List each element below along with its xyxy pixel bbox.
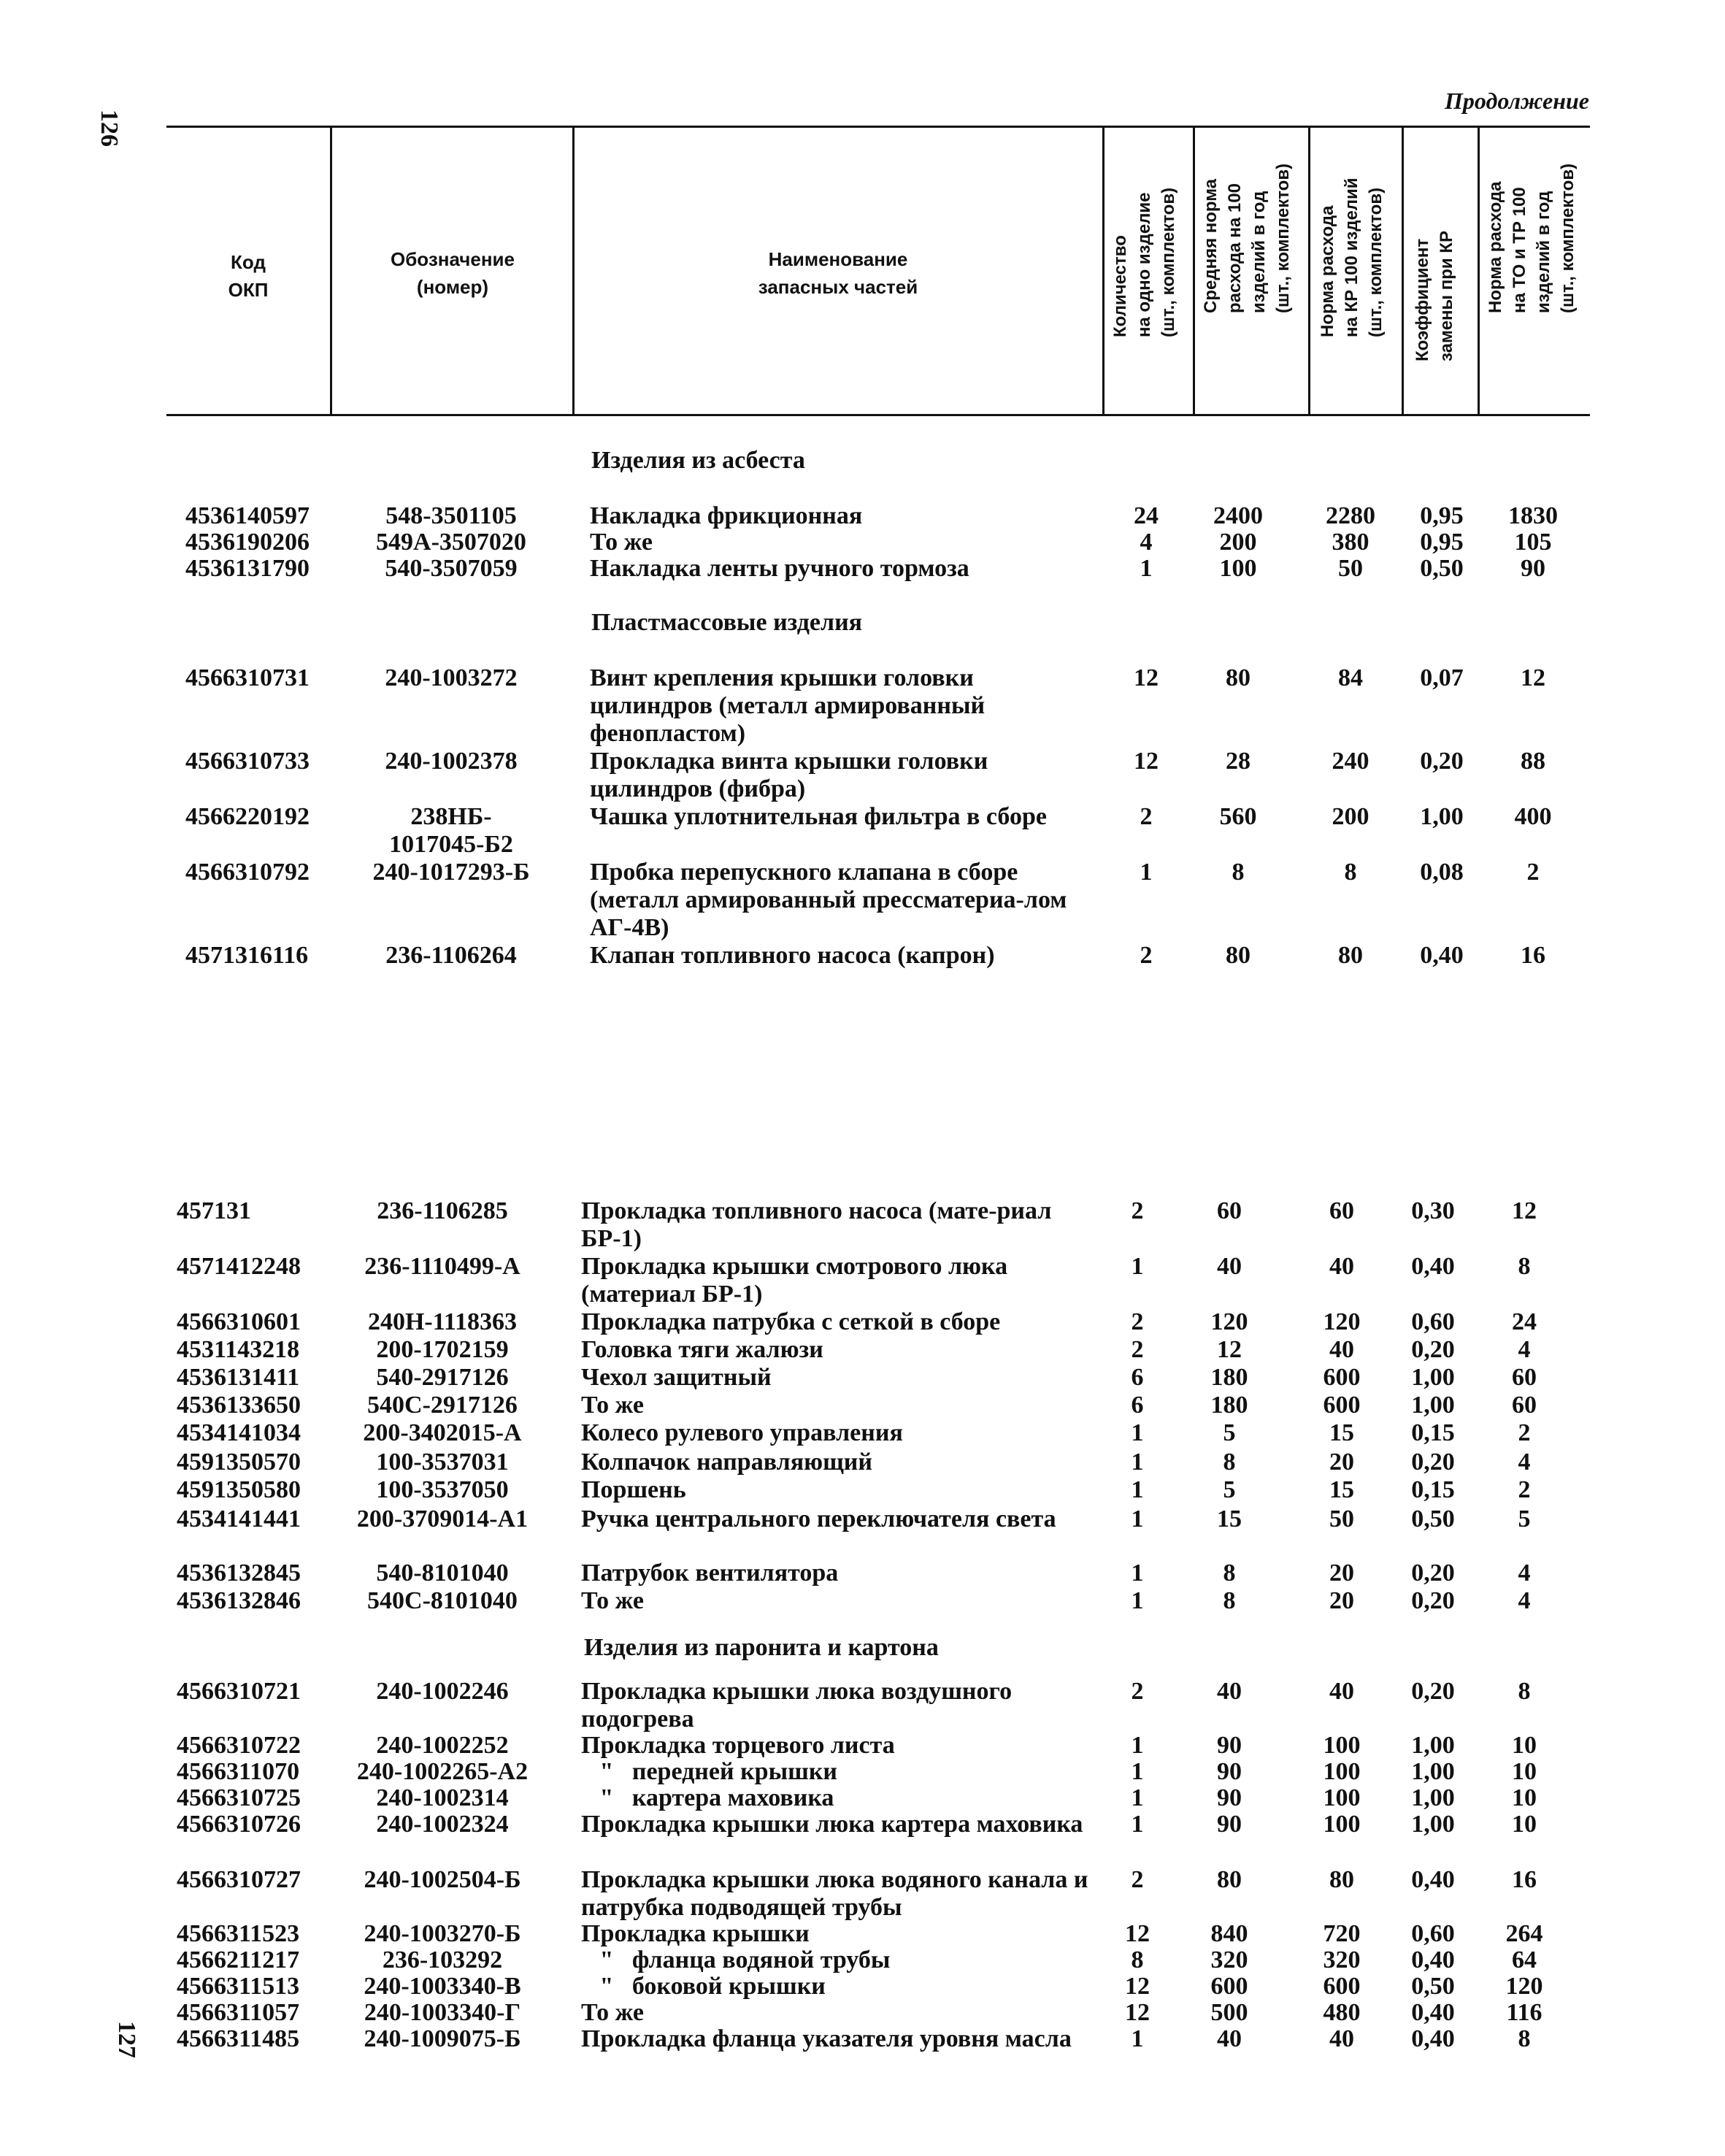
okp-code: 4591350570 [177,1449,301,1476]
qty-per-unit: 8 [1131,1946,1144,1973]
qty-per-unit: 1 [1131,1476,1144,1503]
okp-code: 4566311513 [177,1973,300,2000]
qty-per-unit: 2 [1131,1197,1144,1224]
avg-norm: 90 [1217,1732,1242,1759]
replacement-coef: 0,07 [1420,664,1464,691]
part-name: Винт крепления крышки головки цилиндров (металл армированный фенопластом) [590,664,991,747]
qty-per-unit: 6 [1131,1364,1144,1391]
page-number-top: 126 [96,110,123,147]
qty-per-unit: 4 [1140,529,1153,556]
part-name: Чехол защитный [581,1364,772,1391]
part-name: То же [581,1392,644,1419]
replacement-coef: 0,40 [1411,2025,1455,2052]
part-name: Накладка фрикционная [590,502,863,529]
avg-norm: 90 [1217,1758,1242,1785]
kr-norm: 380 [1332,529,1369,556]
qty-per-unit: 2 [1131,1866,1144,1893]
to-norm: 10 [1512,1732,1537,1759]
part-name: " боковой крышки [581,1973,826,2000]
designation: 548-3501105 [385,502,517,529]
part-name: Прокладка торцевого листа [581,1732,895,1759]
avg-norm: 2400 [1213,502,1263,529]
kr-norm: 20 [1329,1560,1354,1587]
designation: 240-1009075-Б [364,2025,521,2052]
continuation-label: Продолжение [1445,88,1589,114]
designation: 549А-3507020 [376,529,526,556]
part-name: " фланца водяной трубы [581,1946,891,1973]
designation: 236-1106264 [385,942,517,969]
replacement-coef: 1,00 [1411,1784,1455,1811]
page-number-bottom: 127 [113,2021,140,2058]
header-top-rule [166,126,1590,128]
replacement-coef: 1,00 [1411,1392,1455,1419]
replacement-coef: 1,00 [1411,1364,1455,1391]
designation: 240-1003272 [385,664,518,691]
part-name: " картера маховика [581,1784,834,1811]
okp-code: 4536132845 [177,1560,301,1587]
designation: 240-1003340-В [364,1973,521,2000]
qty-per-unit: 1 [1131,1419,1144,1446]
designation: 540-8101040 [376,1560,509,1587]
part-name: То же [581,1999,644,2026]
to-norm: 12 [1521,664,1545,691]
okp-code: 4566311070 [177,1758,300,1785]
replacement-coef: 0,08 [1420,859,1464,886]
to-norm: 10 [1512,1784,1537,1811]
qty-per-unit: 2 [1131,1336,1144,1363]
kr-norm: 40 [1329,1336,1354,1363]
designation: 540-3507059 [385,555,518,582]
to-norm: 5 [1518,1505,1531,1532]
okp-code: 4571316116 [185,942,309,969]
qty-per-unit: 2 [1131,1678,1144,1705]
okp-code: 4566211217 [177,1946,300,1973]
to-norm: 4 [1518,1449,1531,1476]
qty-per-unit: 1 [1131,1732,1144,1759]
avg-norm: 100 [1219,555,1257,582]
designation: 240-1002265-А2 [356,1758,529,1785]
designation: 540С-8101040 [367,1587,518,1614]
replacement-coef: 0,40 [1420,942,1464,969]
okp-code: 4566311057 [177,1999,300,2026]
replacement-coef: 0,95 [1420,529,1464,556]
qty-per-unit: 1 [1140,555,1153,582]
part-name: Патрубок вентилятора [581,1560,839,1587]
header-designation: Обозначение (номер) [391,248,515,298]
part-name: Прокладка крышки [581,1920,810,1947]
avg-norm: 500 [1210,1999,1248,2026]
to-norm: 90 [1521,555,1545,582]
avg-norm: 5 [1223,1476,1236,1503]
okp-code: 4536190206 [185,529,310,556]
header-divider [330,126,332,416]
part-name: Колесо рулевого управления [581,1419,903,1446]
okp-code: 457131 [177,1197,251,1224]
replacement-coef: 0,50 [1411,1973,1455,2000]
kr-norm: 240 [1332,748,1369,775]
designation: 100-3537031 [376,1449,509,1476]
avg-norm: 120 [1210,1308,1248,1335]
part-name: Прокладка винта крышки головки цилиндров (фибра) [590,748,994,802]
designation: 100-3537050 [376,1476,509,1503]
avg-norm: 90 [1217,1811,1242,1838]
avg-norm: 180 [1210,1392,1248,1419]
avg-norm: 8 [1232,859,1245,886]
to-norm: 2 [1526,859,1540,886]
okp-code: 4566310726 [177,1811,301,1838]
kr-norm: 2280 [1326,502,1375,529]
kr-norm: 200 [1332,803,1369,830]
header-divider [1102,126,1104,416]
replacement-coef: 0,15 [1411,1476,1455,1503]
okp-code: 4571412248 [177,1253,301,1280]
to-norm: 88 [1521,748,1545,775]
qty-per-unit: 2 [1140,942,1153,969]
to-norm: 116 [1506,1999,1542,2026]
designation: 240-1003270-Б [364,1920,521,1947]
avg-norm: 28 [1226,748,1250,775]
kr-norm: 80 [1329,1866,1354,1893]
replacement-coef: 0,20 [1411,1587,1455,1614]
okp-code: 4566310721 [177,1678,301,1705]
kr-norm: 20 [1329,1587,1354,1614]
kr-norm: 40 [1329,1253,1354,1280]
replacement-coef: 1,00 [1411,1732,1455,1759]
okp-code: 4536131411 [177,1364,300,1391]
kr-norm: 600 [1323,1973,1361,2000]
header-divider [572,126,575,416]
to-norm: 1830 [1508,502,1558,529]
okp-code: 4566310725 [177,1784,301,1811]
part-name: Поршень [581,1476,686,1503]
replacement-coef: 0,20 [1411,1336,1455,1363]
avg-norm: 180 [1210,1364,1248,1391]
avg-norm: 600 [1210,1973,1248,2000]
kr-norm: 600 [1323,1364,1361,1391]
avg-norm: 12 [1217,1336,1242,1363]
kr-norm: 120 [1323,1308,1361,1335]
replacement-coef: 0,40 [1411,1999,1455,2026]
part-name: Прокладка фланца указателя уровня масла [581,2025,1072,2052]
qty-per-unit: 1 [1131,2025,1144,2052]
avg-norm: 60 [1217,1197,1242,1224]
to-norm: 264 [1505,1920,1543,1947]
to-norm: 60 [1512,1364,1537,1391]
qty-per-unit: 12 [1125,1973,1150,2000]
designation: 200-3709014-А1 [356,1505,529,1532]
replacement-coef: 0,20 [1411,1678,1455,1705]
designation: 540-2917126 [376,1364,509,1391]
qty-per-unit: 2 [1140,803,1153,830]
kr-norm: 50 [1338,555,1363,582]
okp-code: 4536140597 [185,502,310,529]
part-name: " передней крышки [581,1758,838,1785]
okp-code: 4591350580 [177,1476,301,1503]
to-norm: 2 [1518,1476,1531,1503]
replacement-coef: 0,95 [1420,502,1464,529]
okp-code: 4531143218 [177,1336,300,1363]
part-name: То же [590,529,653,556]
to-norm: 10 [1512,1758,1537,1785]
kr-norm: 15 [1329,1476,1354,1503]
avg-norm: 5 [1223,1419,1236,1446]
avg-norm: 40 [1217,1253,1242,1280]
replacement-coef: 1,00 [1420,803,1464,830]
kr-norm: 100 [1323,1784,1361,1811]
designation: 240-1002314 [376,1784,509,1811]
to-norm: 4 [1518,1336,1531,1363]
kr-norm: 720 [1323,1920,1361,1947]
kr-norm: 50 [1329,1505,1354,1532]
avg-norm: 40 [1217,1678,1242,1705]
replacement-coef: 0,40 [1411,1866,1455,1893]
okp-code: 4566311523 [177,1920,300,1947]
to-norm: 8 [1518,1253,1531,1280]
okp-code: 4536132846 [177,1587,301,1614]
to-norm: 105 [1514,529,1552,556]
designation: 240-1002324 [376,1811,509,1838]
avg-norm: 320 [1210,1946,1248,1973]
replacement-coef: 0,20 [1411,1560,1455,1587]
qty-per-unit: 1 [1131,1758,1144,1785]
avg-norm: 90 [1217,1784,1242,1811]
designation: 240Н-1118363 [367,1308,518,1335]
okp-code: 4566310731 [185,664,310,691]
avg-norm: 840 [1210,1920,1248,1947]
kr-norm: 80 [1338,942,1363,969]
avg-norm: 40 [1217,2025,1242,2052]
to-norm: 8 [1518,2025,1531,2052]
part-name: Ручка центрального переключателя света [581,1505,1056,1532]
qty-per-unit: 1 [1131,1784,1144,1811]
header-name: Наименование запасных частей [758,248,918,298]
replacement-coef: 0,40 [1411,1253,1455,1280]
qty-per-unit: 1 [1131,1811,1144,1838]
part-name: Прокладка топливного насоса (мате-риал БР-1) [581,1197,1058,1252]
designation: 240-1002378 [385,748,518,775]
avg-norm: 80 [1226,664,1250,691]
part-name: Прокладка крышки смотрового люка (материал БР-1) [581,1253,1014,1308]
part-name: Пробка перепускного клапана в сборе (металл армированный прессматериа-лом АГ-4В) [590,859,1073,941]
qty-per-unit: 1 [1131,1505,1144,1532]
kr-norm: 320 [1323,1946,1361,1973]
avg-norm: 15 [1217,1505,1242,1532]
header-divider [1308,126,1310,416]
designation: 236-1110499-А [364,1253,520,1280]
okp-code: 4566310601 [177,1308,301,1335]
replacement-coef: 1,00 [1411,1811,1455,1838]
okp-code: 4536133650 [177,1392,301,1419]
section-heading-asbestos: Изделия из асбеста [591,447,805,474]
to-norm: 16 [1512,1866,1537,1893]
qty-per-unit: 2 [1131,1308,1144,1335]
qty-per-unit: 1 [1131,1587,1144,1614]
replacement-coef: 0,40 [1411,1946,1455,1973]
replacement-coef: 0,30 [1411,1197,1455,1224]
part-name: Прокладка крышки люка воздушного подогрева [581,1678,1018,1733]
okp-code: 4566310722 [177,1732,301,1759]
kr-norm: 40 [1329,1678,1354,1705]
header-code: Код ОКП [228,251,269,301]
designation: 238НБ- 1017045-Б2 [389,803,513,858]
replacement-coef: 0,20 [1411,1449,1455,1476]
to-norm: 60 [1512,1392,1537,1419]
qty-per-unit: 6 [1131,1392,1144,1419]
qty-per-unit: 12 [1125,1920,1150,1947]
qty-per-unit: 1 [1131,1253,1144,1280]
part-name: Прокладка крышки люка картера маховика [581,1811,1083,1838]
kr-norm: 100 [1323,1758,1361,1785]
to-norm: 4 [1518,1560,1531,1587]
designation: 200-3402015-А [363,1419,522,1446]
qty-per-unit: 12 [1134,748,1159,775]
kr-norm: 84 [1338,664,1363,691]
to-norm: 4 [1518,1587,1531,1614]
part-name: Колпачок направляющий [581,1449,872,1476]
designation: 236-1106285 [377,1197,508,1224]
okp-code: 4534141034 [177,1419,301,1446]
to-norm: 16 [1521,942,1545,969]
avg-norm: 200 [1219,529,1257,556]
designation: 240-1002504-Б [364,1866,521,1893]
to-norm: 64 [1512,1946,1537,1973]
part-name: То же [581,1587,644,1614]
header-divider [1402,126,1404,416]
section-heading-plastic: Пластмассовые изделия [591,609,863,636]
kr-norm: 15 [1329,1419,1354,1446]
to-norm: 8 [1518,1678,1531,1705]
replacement-coef: 0,60 [1411,1920,1455,1947]
kr-norm: 20 [1329,1449,1354,1476]
to-norm: 12 [1512,1197,1537,1224]
to-norm: 120 [1505,1973,1543,2000]
okp-code: 4536131790 [185,555,310,582]
qty-per-unit: 24 [1134,502,1159,529]
designation: 200-1702159 [376,1336,509,1363]
designation: 240-1002246 [376,1678,509,1705]
qty-per-unit: 1 [1140,859,1153,886]
header-divider [1478,126,1480,416]
replacement-coef: 0,60 [1411,1308,1455,1335]
to-norm: 400 [1514,803,1552,830]
part-name: Прокладка крышки люка водяного канала и патрубка подводящей трубы [581,1866,1094,1921]
avg-norm: 80 [1217,1866,1242,1893]
okp-code: 4566310727 [177,1866,301,1893]
kr-norm: 40 [1329,2025,1354,2052]
replacement-coef: 1,00 [1411,1758,1455,1785]
part-name: Клапан топливного насоса (капрон) [590,942,995,969]
part-name: Прокладка патрубка с сеткой в сборе [581,1308,1001,1335]
kr-norm: 600 [1323,1392,1361,1419]
to-norm: 24 [1512,1308,1537,1335]
avg-norm: 560 [1219,803,1257,830]
designation: 240-1017293-Б [372,859,530,886]
designation: 240-1003340-Г [364,1999,521,2026]
qty-per-unit: 1 [1131,1560,1144,1587]
kr-norm: 100 [1323,1732,1361,1759]
replacement-coef: 0,50 [1411,1505,1455,1532]
section-heading-paronite: Изделия из паронита и картона [584,1634,939,1661]
okp-code: 4566311485 [177,2025,300,2052]
to-norm: 10 [1512,1811,1537,1838]
kr-norm: 8 [1344,859,1357,886]
part-name: Головка тяги жалюзи [581,1336,823,1363]
qty-per-unit: 12 [1125,1999,1150,2026]
header-divider [1193,126,1195,416]
to-norm: 2 [1518,1419,1531,1446]
replacement-coef: 0,15 [1411,1419,1455,1446]
okp-code: 4566310792 [185,859,310,886]
qty-per-unit: 1 [1131,1449,1144,1476]
header-bottom-rule [166,414,1590,416]
avg-norm: 80 [1226,942,1250,969]
designation: 236-103292 [382,1946,503,1973]
avg-norm: 8 [1223,1560,1236,1587]
avg-norm: 8 [1223,1587,1236,1614]
part-name: Накладка ленты ручного тормоза [590,555,969,582]
qty-per-unit: 12 [1134,664,1159,691]
okp-code: 4566220192 [185,803,310,830]
replacement-coef: 0,50 [1420,555,1464,582]
okp-code: 4566310733 [185,748,310,775]
designation: 540С-2917126 [367,1392,518,1419]
kr-norm: 100 [1323,1811,1361,1838]
kr-norm: 480 [1323,1999,1361,2026]
kr-norm: 60 [1329,1197,1354,1224]
designation: 240-1002252 [376,1732,509,1759]
avg-norm: 8 [1223,1449,1236,1476]
okp-code: 4534141441 [177,1505,301,1532]
replacement-coef: 0,20 [1420,748,1464,775]
part-name: Чашка уплотнительная фильтра в сборе [590,803,1047,830]
